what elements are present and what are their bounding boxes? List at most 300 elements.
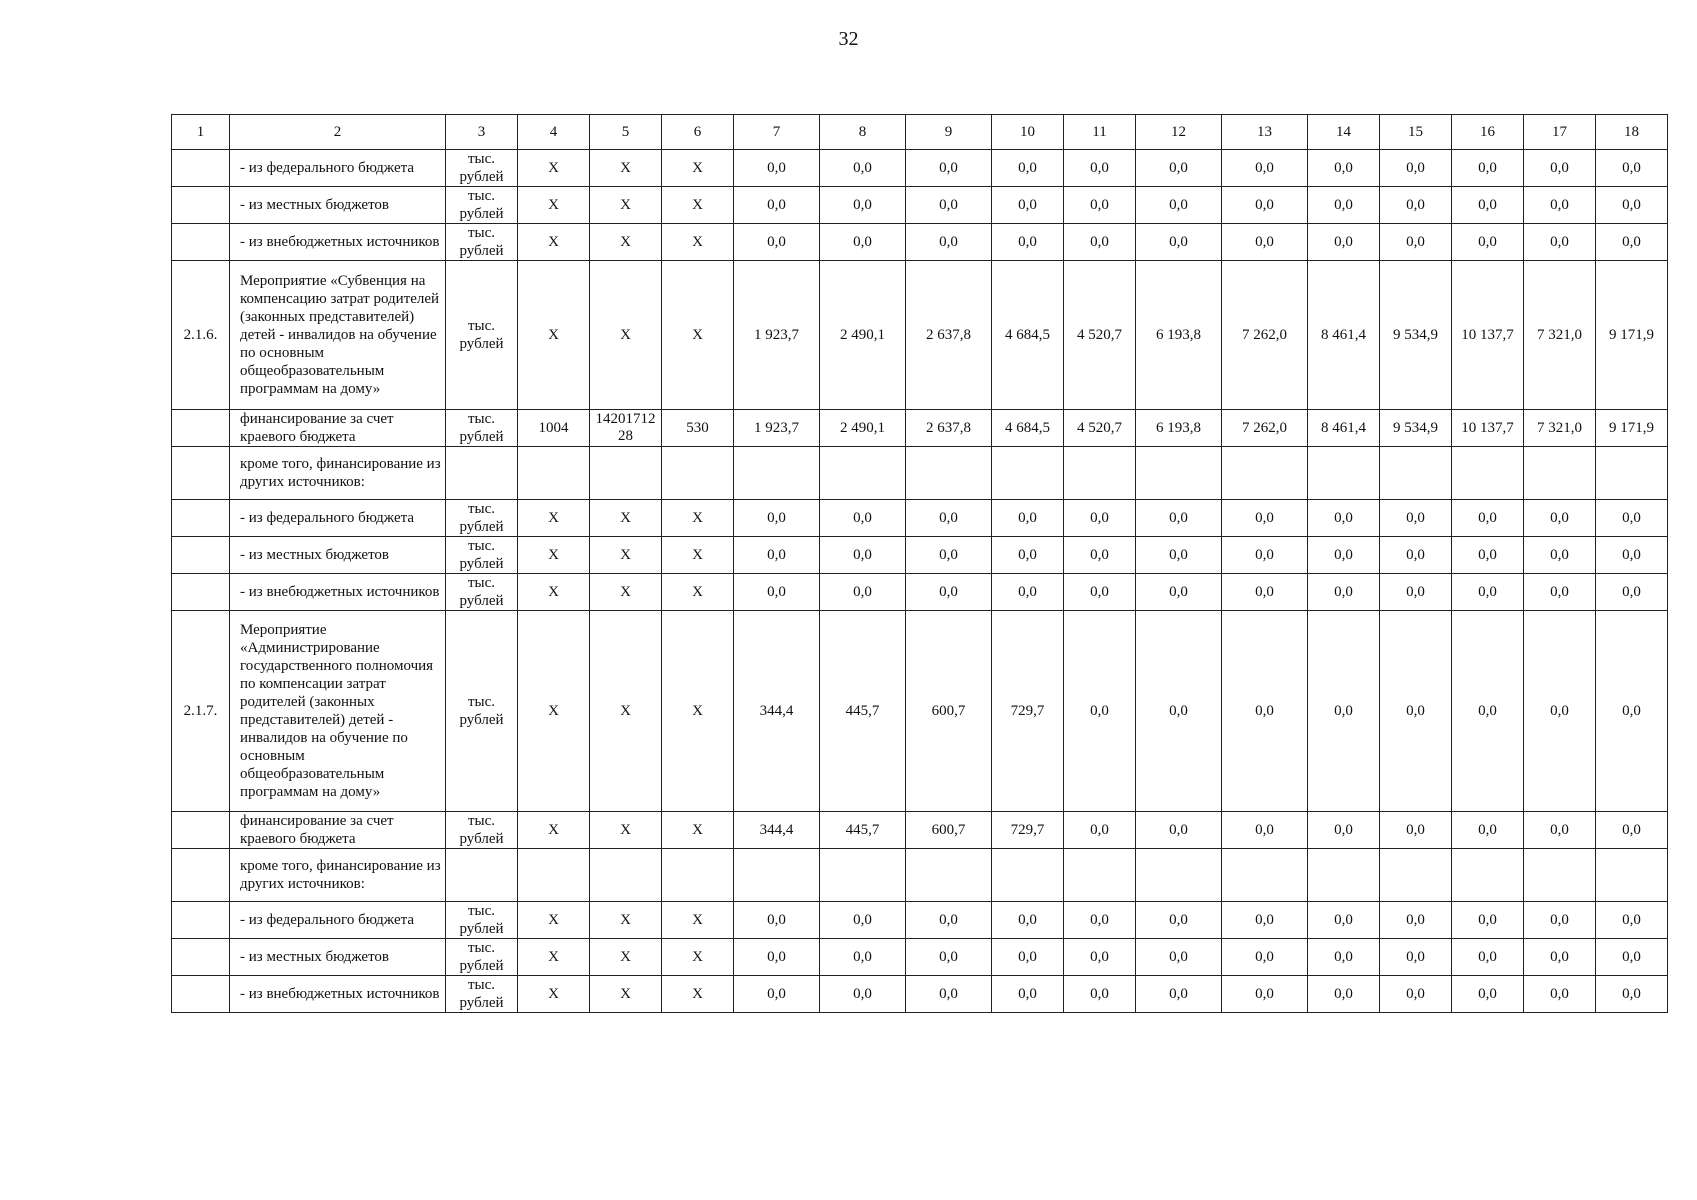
value-cell: 1420171228 [590, 410, 662, 447]
value-cell: 0,0 [1308, 187, 1380, 224]
value-cell: 0,0 [1222, 611, 1308, 812]
value-cell: 0,0 [1452, 812, 1524, 849]
value-cell: 0,0 [1064, 150, 1136, 187]
value-cell: Х [518, 150, 590, 187]
value-cell: Х [590, 976, 662, 1013]
value-cell: 0,0 [734, 150, 820, 187]
value-cell [1222, 849, 1308, 902]
value-cell: 0,0 [1222, 187, 1308, 224]
value-cell: 10 137,7 [1452, 410, 1524, 447]
unit-cell [446, 849, 518, 902]
value-cell: 8 461,4 [1308, 410, 1380, 447]
value-cell: Х [518, 224, 590, 261]
value-cell: 0,0 [1308, 812, 1380, 849]
value-cell: 0,0 [1222, 537, 1308, 574]
value-cell: Х [518, 187, 590, 224]
column-header: 10 [992, 115, 1064, 150]
value-cell: 4 684,5 [992, 410, 1064, 447]
column-header: 14 [1308, 115, 1380, 150]
value-cell: 10 137,7 [1452, 261, 1524, 410]
value-cell: 0,0 [1064, 574, 1136, 611]
value-cell [1064, 447, 1136, 500]
value-cell: Х [662, 939, 734, 976]
value-cell: 600,7 [906, 812, 992, 849]
value-cell: 0,0 [1222, 150, 1308, 187]
value-cell: 7 262,0 [1222, 261, 1308, 410]
value-cell: 445,7 [820, 611, 906, 812]
description-cell: - из внебюджетных источников [230, 224, 446, 261]
value-cell [992, 447, 1064, 500]
row-number-cell [172, 224, 230, 261]
row-number-cell [172, 812, 230, 849]
row-number-cell [172, 976, 230, 1013]
table-row [172, 812, 1668, 849]
column-header: 7 [734, 115, 820, 150]
value-cell: Х [590, 150, 662, 187]
value-cell: 0,0 [1380, 939, 1452, 976]
value-cell [1524, 447, 1596, 500]
value-cell: 0,0 [906, 500, 992, 537]
value-cell: 0,0 [1380, 574, 1452, 611]
value-cell: 0,0 [992, 500, 1064, 537]
row-number-cell [172, 939, 230, 976]
value-cell: 0,0 [1596, 812, 1668, 849]
value-cell: 0,0 [1064, 976, 1136, 1013]
description-cell: Мероприятие «Администрирование государственного полномочия по компенсации затрат родителей (законных представителей) детей - инвалидов на обучение по основным общеобразовательным программам на дому» [230, 611, 446, 812]
value-cell [1308, 849, 1380, 902]
value-cell [1452, 849, 1524, 902]
value-cell [906, 849, 992, 902]
value-cell: 0,0 [1308, 976, 1380, 1013]
value-cell: 7 321,0 [1524, 261, 1596, 410]
value-cell: 0,0 [1064, 939, 1136, 976]
unit-cell: тыс. рублей [446, 976, 518, 1013]
value-cell: 0,0 [1136, 537, 1222, 574]
value-cell: 0,0 [992, 574, 1064, 611]
value-cell: 0,0 [1136, 939, 1222, 976]
value-cell: Х [590, 902, 662, 939]
column-header: 6 [662, 115, 734, 150]
budget-table [171, 114, 1668, 1013]
value-cell: Х [662, 812, 734, 849]
value-cell: 0,0 [734, 574, 820, 611]
value-cell: Х [590, 537, 662, 574]
value-cell: 0,0 [1380, 500, 1452, 537]
value-cell: 0,0 [1064, 611, 1136, 812]
description-cell: финансирование за счет краевого бюджета [230, 812, 446, 849]
value-cell: Х [590, 261, 662, 410]
value-cell [820, 849, 906, 902]
value-cell: 0,0 [1452, 574, 1524, 611]
value-cell: 0,0 [1380, 976, 1452, 1013]
value-cell: 0,0 [1596, 611, 1668, 812]
column-header: 17 [1524, 115, 1596, 150]
unit-cell: тыс. рублей [446, 500, 518, 537]
value-cell: 0,0 [734, 939, 820, 976]
value-cell: 0,0 [906, 574, 992, 611]
value-cell: 0,0 [1596, 537, 1668, 574]
value-cell: Х [590, 574, 662, 611]
value-cell [662, 849, 734, 902]
description-cell: - из местных бюджетов [230, 939, 446, 976]
value-cell: 0,0 [1308, 574, 1380, 611]
unit-cell: тыс. рублей [446, 939, 518, 976]
value-cell: 0,0 [1524, 150, 1596, 187]
value-cell: 0,0 [734, 500, 820, 537]
value-cell: 2 637,8 [906, 410, 992, 447]
value-cell: 0,0 [1380, 150, 1452, 187]
value-cell: Х [518, 611, 590, 812]
value-cell: Х [518, 939, 590, 976]
value-cell [518, 447, 590, 500]
value-cell: Х [662, 574, 734, 611]
value-cell: 0,0 [1136, 224, 1222, 261]
description-cell: - из местных бюджетов [230, 537, 446, 574]
value-cell: 0,0 [992, 939, 1064, 976]
description-cell: финансирование за счет краевого бюджета [230, 410, 446, 447]
unit-cell: тыс. рублей [446, 902, 518, 939]
value-cell: Х [518, 261, 590, 410]
value-cell: Х [590, 500, 662, 537]
value-cell: 0,0 [992, 976, 1064, 1013]
column-header: 2 [230, 115, 446, 150]
description-cell: - из федерального бюджета [230, 500, 446, 537]
row-number-cell [172, 500, 230, 537]
value-cell: 0,0 [1452, 224, 1524, 261]
value-cell: 0,0 [906, 150, 992, 187]
value-cell: 0,0 [734, 537, 820, 574]
value-cell: 0,0 [906, 902, 992, 939]
value-cell: 445,7 [820, 812, 906, 849]
column-header: 8 [820, 115, 906, 150]
value-cell: 0,0 [1452, 611, 1524, 812]
value-cell: 2 637,8 [906, 261, 992, 410]
value-cell: 0,0 [1380, 537, 1452, 574]
value-cell: 0,0 [734, 902, 820, 939]
value-cell: 0,0 [1524, 902, 1596, 939]
value-cell: Х [662, 261, 734, 410]
value-cell: 4 684,5 [992, 261, 1064, 410]
value-cell: Х [662, 150, 734, 187]
value-cell [734, 849, 820, 902]
value-cell: 9 534,9 [1380, 410, 1452, 447]
value-cell: 729,7 [992, 611, 1064, 812]
table-row [172, 187, 1668, 224]
value-cell: 0,0 [1308, 224, 1380, 261]
value-cell: 0,0 [734, 224, 820, 261]
column-header: 11 [1064, 115, 1136, 150]
value-cell: 0,0 [1308, 902, 1380, 939]
value-cell [992, 849, 1064, 902]
value-cell: 9 534,9 [1380, 261, 1452, 410]
value-cell: Х [662, 224, 734, 261]
value-cell: Х [662, 500, 734, 537]
page-number: 32 [838, 28, 859, 50]
value-cell [1596, 849, 1668, 902]
value-cell: 0,0 [992, 150, 1064, 187]
value-cell: 0,0 [992, 902, 1064, 939]
unit-cell: тыс. рублей [446, 812, 518, 849]
value-cell: Х [590, 611, 662, 812]
value-cell: Х [590, 187, 662, 224]
value-cell [1222, 447, 1308, 500]
value-cell: 0,0 [1452, 537, 1524, 574]
value-cell: 0,0 [1524, 187, 1596, 224]
row-number-cell [172, 150, 230, 187]
value-cell: 344,4 [734, 611, 820, 812]
value-cell: Х [518, 500, 590, 537]
column-header: 3 [446, 115, 518, 150]
value-cell: 0,0 [1222, 500, 1308, 537]
description-cell: - из федерального бюджета [230, 150, 446, 187]
value-cell [518, 849, 590, 902]
value-cell: 4 520,7 [1064, 410, 1136, 447]
unit-cell: тыс. рублей [446, 187, 518, 224]
value-cell: 0,0 [1136, 187, 1222, 224]
value-cell [1136, 447, 1222, 500]
value-cell: 0,0 [734, 976, 820, 1013]
value-cell: 2 490,1 [820, 410, 906, 447]
table-row [172, 261, 1668, 410]
description-cell: кроме того, финансирование из других источников: [230, 447, 446, 500]
value-cell: 0,0 [1452, 500, 1524, 537]
row-number-cell: 2.1.7. [172, 611, 230, 812]
value-cell [662, 447, 734, 500]
value-cell: 0,0 [1064, 812, 1136, 849]
value-cell: 0,0 [820, 150, 906, 187]
value-cell: 4 520,7 [1064, 261, 1136, 410]
value-cell: 0,0 [1136, 976, 1222, 1013]
value-cell: 0,0 [992, 187, 1064, 224]
value-cell: 0,0 [1064, 500, 1136, 537]
value-cell: 0,0 [906, 537, 992, 574]
description-cell: - из местных бюджетов [230, 187, 446, 224]
row-number-cell [172, 574, 230, 611]
value-cell: 0,0 [1452, 150, 1524, 187]
value-cell: 0,0 [820, 574, 906, 611]
value-cell: 0,0 [906, 976, 992, 1013]
value-cell: 1 923,7 [734, 410, 820, 447]
value-cell: 0,0 [992, 224, 1064, 261]
value-cell: 8 461,4 [1308, 261, 1380, 410]
value-cell: 0,0 [1524, 812, 1596, 849]
value-cell: 0,0 [820, 187, 906, 224]
value-cell: 0,0 [1380, 611, 1452, 812]
value-cell: 9 171,9 [1596, 261, 1668, 410]
table-row [172, 500, 1668, 537]
value-cell [590, 447, 662, 500]
value-cell: 0,0 [734, 187, 820, 224]
value-cell: 0,0 [820, 939, 906, 976]
value-cell: 9 171,9 [1596, 410, 1668, 447]
value-cell: 0,0 [1136, 574, 1222, 611]
table-row [172, 537, 1668, 574]
value-cell: 0,0 [1380, 187, 1452, 224]
column-header: 16 [1452, 115, 1524, 150]
value-cell: 6 193,8 [1136, 410, 1222, 447]
unit-cell: тыс. рублей [446, 574, 518, 611]
row-number-cell [172, 537, 230, 574]
value-cell: 0,0 [1136, 902, 1222, 939]
value-cell: 0,0 [1380, 812, 1452, 849]
unit-cell: тыс. рублей [446, 410, 518, 447]
value-cell: 0,0 [1596, 574, 1668, 611]
value-cell: 0,0 [1524, 537, 1596, 574]
value-cell: 0,0 [820, 976, 906, 1013]
column-header: 5 [590, 115, 662, 150]
value-cell: 0,0 [1064, 224, 1136, 261]
value-cell: Х [662, 187, 734, 224]
value-cell: 0,0 [1452, 976, 1524, 1013]
table-row [172, 611, 1668, 812]
column-header: 18 [1596, 115, 1668, 150]
value-cell: 0,0 [1596, 500, 1668, 537]
value-cell [906, 447, 992, 500]
value-cell: 1 923,7 [734, 261, 820, 410]
value-cell [1136, 849, 1222, 902]
value-cell: 1004 [518, 410, 590, 447]
table-row [172, 410, 1668, 447]
table-row [172, 976, 1668, 1013]
value-cell: 0,0 [1308, 611, 1380, 812]
unit-cell [446, 447, 518, 500]
table-row [172, 574, 1668, 611]
description-cell: - из федерального бюджета [230, 902, 446, 939]
value-cell: 0,0 [1222, 574, 1308, 611]
value-cell: 0,0 [1308, 939, 1380, 976]
value-cell: 0,0 [1064, 902, 1136, 939]
value-cell: 0,0 [1136, 812, 1222, 849]
value-cell: 0,0 [1380, 902, 1452, 939]
value-cell: Х [518, 574, 590, 611]
value-cell: Х [518, 812, 590, 849]
value-cell: 0,0 [1524, 224, 1596, 261]
value-cell: 0,0 [1308, 150, 1380, 187]
value-cell: 0,0 [1452, 902, 1524, 939]
value-cell: 0,0 [1596, 187, 1668, 224]
table-row [172, 447, 1668, 500]
value-cell: 0,0 [1380, 224, 1452, 261]
row-number-cell [172, 187, 230, 224]
value-cell: 7 262,0 [1222, 410, 1308, 447]
unit-cell: тыс. рублей [446, 611, 518, 812]
value-cell [1524, 849, 1596, 902]
value-cell: 0,0 [992, 537, 1064, 574]
value-cell: 0,0 [1064, 537, 1136, 574]
description-cell: - из внебюджетных источников [230, 976, 446, 1013]
value-cell: 0,0 [1308, 500, 1380, 537]
value-cell: 0,0 [1222, 812, 1308, 849]
value-cell [1380, 447, 1452, 500]
value-cell: 0,0 [820, 224, 906, 261]
value-cell: 0,0 [1308, 537, 1380, 574]
value-cell: 0,0 [1136, 150, 1222, 187]
value-cell: 0,0 [1596, 976, 1668, 1013]
value-cell: 0,0 [1524, 500, 1596, 537]
value-cell: 0,0 [1222, 939, 1308, 976]
value-cell: Х [518, 902, 590, 939]
value-cell: Х [662, 537, 734, 574]
table-row [172, 939, 1668, 976]
value-cell: 530 [662, 410, 734, 447]
unit-cell: тыс. рублей [446, 537, 518, 574]
value-cell [820, 447, 906, 500]
column-header: 9 [906, 115, 992, 150]
value-cell: Х [518, 537, 590, 574]
value-cell: 0,0 [1524, 939, 1596, 976]
value-cell: 7 321,0 [1524, 410, 1596, 447]
value-cell: 0,0 [906, 187, 992, 224]
value-cell: 0,0 [1596, 939, 1668, 976]
table-row [172, 902, 1668, 939]
value-cell: 0,0 [1136, 611, 1222, 812]
description-cell: кроме того, финансирование из других источников: [230, 849, 446, 902]
value-cell: 2 490,1 [820, 261, 906, 410]
value-cell: 0,0 [820, 500, 906, 537]
unit-cell: тыс. рублей [446, 224, 518, 261]
column-header: 15 [1380, 115, 1452, 150]
value-cell: 0,0 [1452, 939, 1524, 976]
value-cell [1308, 447, 1380, 500]
value-cell [590, 849, 662, 902]
table-row [172, 849, 1668, 902]
value-cell: 0,0 [1524, 611, 1596, 812]
value-cell [1452, 447, 1524, 500]
value-cell: 0,0 [1064, 187, 1136, 224]
header-row [172, 115, 1668, 150]
value-cell [1596, 447, 1668, 500]
description-cell: - из внебюджетных источников [230, 574, 446, 611]
value-cell: 600,7 [906, 611, 992, 812]
value-cell: 0,0 [1136, 500, 1222, 537]
unit-cell: тыс. рублей [446, 261, 518, 410]
column-header: 13 [1222, 115, 1308, 150]
value-cell: 0,0 [906, 224, 992, 261]
column-header: 12 [1136, 115, 1222, 150]
value-cell: 0,0 [1596, 224, 1668, 261]
value-cell: 729,7 [992, 812, 1064, 849]
value-cell [1064, 849, 1136, 902]
value-cell: 0,0 [1452, 187, 1524, 224]
column-header: 4 [518, 115, 590, 150]
row-number-cell [172, 902, 230, 939]
value-cell: Х [662, 902, 734, 939]
value-cell: 0,0 [820, 902, 906, 939]
value-cell [1380, 849, 1452, 902]
value-cell: 0,0 [1596, 150, 1668, 187]
table-row [172, 224, 1668, 261]
value-cell: Х [590, 939, 662, 976]
value-cell: 344,4 [734, 812, 820, 849]
row-number-cell: 2.1.6. [172, 261, 230, 410]
value-cell: Х [662, 611, 734, 812]
value-cell: 0,0 [1222, 902, 1308, 939]
value-cell: 0,0 [1524, 976, 1596, 1013]
value-cell: 0,0 [1222, 224, 1308, 261]
description-cell: Мероприятие «Субвенция на компенсацию затрат родителей (законных представителей) детей - инвалидов на обучение по основным общеобразовательным программам на дому» [230, 261, 446, 410]
value-cell: 6 193,8 [1136, 261, 1222, 410]
value-cell: 0,0 [1596, 902, 1668, 939]
table-row [172, 150, 1668, 187]
value-cell: 0,0 [820, 537, 906, 574]
value-cell [734, 447, 820, 500]
value-cell: 0,0 [906, 939, 992, 976]
unit-cell: тыс. рублей [446, 150, 518, 187]
row-number-cell [172, 410, 230, 447]
value-cell: Х [590, 812, 662, 849]
row-number-cell [172, 849, 230, 902]
value-cell: Х [590, 224, 662, 261]
